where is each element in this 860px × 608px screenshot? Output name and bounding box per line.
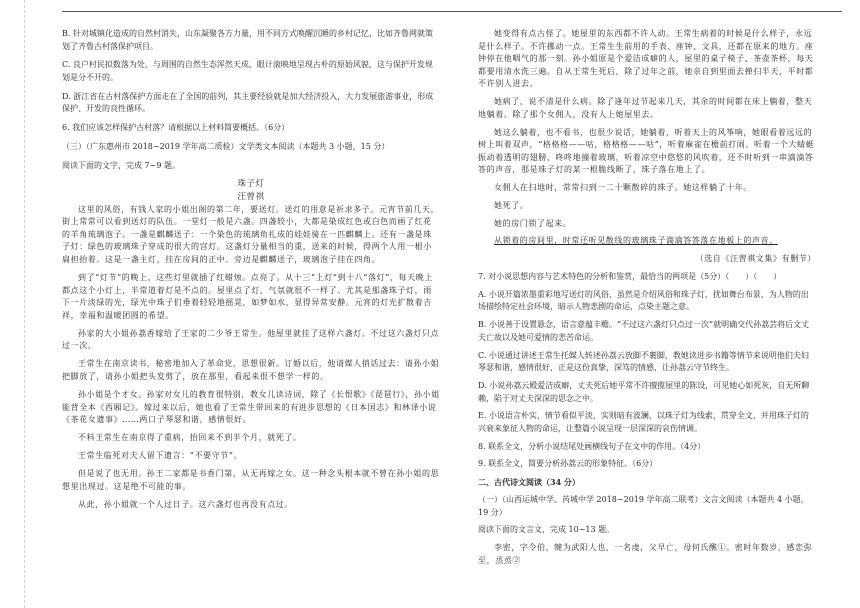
option-c: C. 小说通过讲述王常生托媒人转述孙荔云放脚不裹脚，教她读进步书籍等情节来说明他们夫妇琴瑟和谐，感情很好，正是这份真挚，深笃的情感，让孙荔云守节终生。 [478,350,809,373]
subsection-heading: （一）（山西运城中学、芮城中学 2018~2019 学年高二联考）文言文阅读（本题共 4 小题，19 分） [478,495,809,517]
story-source: （选自《汪曾祺文集》有删节） [695,254,816,264]
reading-instruction: 阅读下面的文字，完成 7~9 题。 [62,160,180,170]
top-rule [62,11,842,12]
story-paragraph: 她的房门锁了起来。 [494,218,572,228]
option-c: C. 良户村民拟数落为处，与周围的自然生态浑然天成，眼计滚映地呈现古朴的原始风貌，这与保护开发规划是分不开的。 [62,60,433,82]
story-paragraph: 孙家的大小姐孙荔香嫁给了王家的二少爷王常生。他屋里就挂了这样六盏灯。不过这六盏灯只点过一次。 [62,328,440,351]
story-paragraph: 她这么躺着，也不看书，也很少说话，她躺着，听着天上的风筝响，她眼看着远远的树上叫着双声，“格格格——咕，格格格——咕”，听着麻雀在檐前打闹。听着一个大蜻蜓振动着透明的翅膀，咚咚地撞着玻璃，听着凉空中悠悠的风吹着，还不时听到一串滴滴答答的声音，那是珠子灯的某一根脆线断了，珠子落在地上了。 [478,127,815,175]
story-paragraph: 孙小姐是个才女。孙家对女儿的教育很特别，教女儿读诗词，除了《长恨歌》《琵琶行》，孙小姐能背全本《西厢记》。嫁过来以后，她也看了王常生带回来的有进步思想的《日本国志》和林译小说《茶花女遗事》……两口子琴瑟和谐，感情很好。 [62,389,440,425]
classical-text-first-line: 李密，字令伯，犍为武阳人也，一名虔，父早亡，母何氏醮①。密时年数岁，感恋弥至，烝烝② [478,543,813,565]
option-a: A. 小说开篇浓墨重彩地写送灯的风俗，虽然是介绍风俗和珠子灯，扰如舞台布景，为人物的出场描绘特定社会环境，暗示人物悲剧的命运，点染主题之意。 [478,289,809,312]
underlined-ending-sentence: 从锁着的房间里，时常还听见散线的玻璃珠子滴滴答答落在地板上的声音。 [494,236,778,246]
reading-instruction: 阅读下面的文言文，完成 10~13 题。 [478,525,615,535]
story-body-right [478,28,816,266]
question-6: 6. 我们应该怎样保护古村落？请根据以上材料简要概括。（6分） [62,123,290,133]
option-b: B. 针对城镇化造成的自然村消失，山东凝聚各方力量，用不同方式唤醒沉睡的乡村记忆，比如齐鲁网就策划了齐鲁古村落保护项目。 [62,29,433,51]
story-paragraph: 不料王常生在南京得了重病，抬回来不到半个月，就死了。 [78,433,302,443]
option-d: D. 浙江省在古村落保护方面走在了全国的前列，其主要经验就是加大经济投入，大力发展旅游事业，形成保护、开发的良性循环。 [62,91,434,114]
story-paragraph: 从此，孙小姐就一个人过日子。这六盏灯也再没有点过。 [78,499,293,509]
story-paragraph: 王常生在南京读书，秘密地加入了革命党，思想很新。订婚以后，他请媒人捎话过去：请孙小姐把脚放了，请孙小姐把头发剪了，放在那里，看起来很不想学一样的。 [62,359,440,381]
question-8: 8. 联系全文，分析小说结尾处画横线句子在文中的作用。（4分） [478,441,706,451]
story-title: 珠子灯 [237,179,265,190]
story-paragraph: 她变得有点古怪了。她屋里的东西都不许人动。王常生病着的时候是什么样子，永远是什么样子。不许挪动一点。王常生生前用的手表、座钟、文具，还都在原来的地方。座钟停在他咽气的那一刻。孙小姐原是个爱洁成癖的人，屋里的桌子椅子、茶壶茶杯，每天都要用清水洗三遍。自从王常生死后，除了过年之前，她亲自到里面去掸扫半天，平时都不许别人进去。 [478,29,814,89]
story-paragraph: 她死了。 [494,200,529,210]
option-b: B. 小说善于设置悬念，语言意蕴丰赡。“不过这六盏灯只点过一次”就明确交代孙荔芸将后文丈夫亡故以及她可爱情的悲苦命运。 [478,320,810,342]
question-7: 7. 对小说思想内容与艺术特色的分析和鉴赏，最恰当的两项是（5分）（ ）（ ） [478,272,782,281]
section-3-heading: （三）（广东惠州市 2018~2019 学年高二质检）文学类文本阅读（本题共 3 小题，15 分） [62,141,390,151]
story-paragraph: 但是说了也无用。孙王二家都是书香门第，从无再嫁之女。这一种念头根本就不曾在孙小姐的思想里出现过。这是绝不可能的事。 [62,469,440,491]
story-body-left [62,204,440,512]
left-column [62,28,440,517]
right-column [478,28,816,573]
story-paragraph: 到了“灯节”的晚上，这些灯里就插了红蜡烛。点亮了。从十三“上灯”到十八“落灯”，每天晚上都点这个小灯上，半常道着灯是不点的。屋里点了灯，气氛就很不一样了。尤其是那盏珠子灯，雨下一片淡绿的光，绿光中珠子们垂着轻轻地摇晃，如梦如水，显得异常安静。元宵的灯光扩散着吉祥，幸福和温暖团圆的希望。 [62,273,433,320]
option-d: D. 小说孙荔云殿爱洁成癖，丈夫死后她平常不许擅揽屋里的陈设，可见她心如死灰，自无所聊赖，陷于对丈夫深深的思念之中。 [478,380,810,403]
question-9: 9. 联系全文，简要分析孙荔云的形象特征。（6分） [478,459,658,469]
story-paragraph: 她病了，说不清是什么病。除了逢年过节起来几天，其余的时间都在床上躺着，整天地躺着。除了那个女佣人，没有人上她屋里去。 [478,97,813,119]
section-2-heading: 二、古代诗文阅读（34 分） [478,477,580,488]
story-paragraph: 女佣人在扫地时，常常扫到一二十颗散碎的珠子。她这样躺了十年。 [494,183,752,193]
option-e: E. 小说语言朴实，情节看似平淡，实则暗有波澜，以珠子灯为线索，贯穿全文，并用珠子灯的兴衰来象征人物的命运，让整篇小说呈现一层深深的哀伤情调。 [478,411,809,433]
binding-line [24,0,26,608]
story-paragraph: 王常生临死对夫人留下遗言：“不要守节”。 [78,451,243,461]
story-author: 汪曾祺 [237,192,265,203]
story-paragraph: 这里的风俗，有钱人家的小姐出阁的第二年，要送灯。送灯的用意是祈求多子。元宵节前几天，街上常常可以看到送灯的队伍。一堂灯一般是六盏。四盏较小，大都是染成红色或白色而画了红花的羊角琉璃泡子。一盏是麒麟送子：一个染色的琉璃角扎成的娃娃骑在一匹麒麟上。还有一盏是珠子灯：绿色的玻璃珠子穿成的很大的宫灯。这盏灯分量相当的重，送来的时候，得两个人用一根小扁担抬着。这是一盏主灯，挂在房间的正中。旁边是麒麟送子，玻璃泡子挂在四角。 [62,204,440,265]
